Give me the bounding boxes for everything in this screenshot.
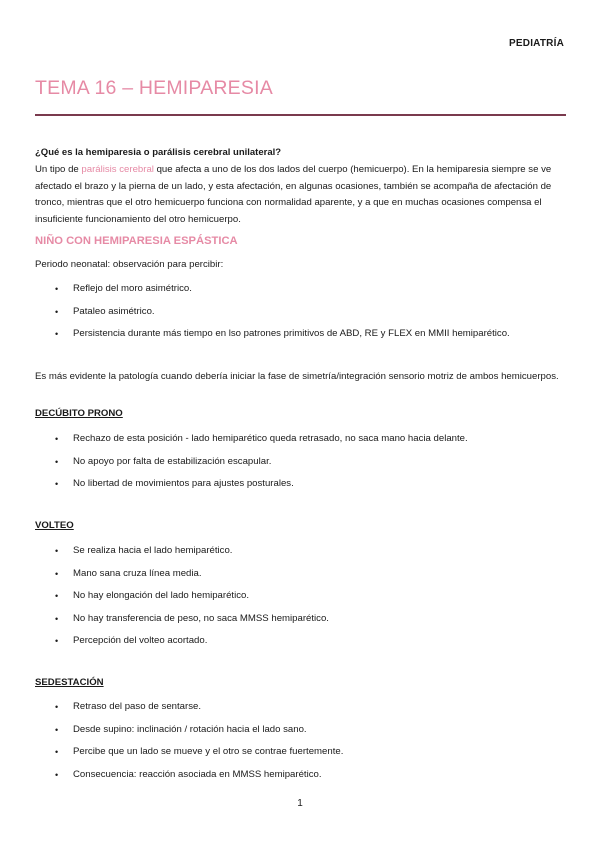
list-item: • Rechazo de esta posición - lado hemiparético queda retrasado, no saca mano hacia delante. [55, 433, 468, 444]
bullet-icon: • [55, 591, 59, 602]
bullet-icon: • [55, 747, 59, 758]
neonatal-label: Periodo neonatal: observación para percibir: [35, 259, 224, 270]
section-heading-sedestacion: SEDESTACIÓN [35, 677, 104, 688]
list-item: • Desde supino: inclinación / rotación hacia el lado sano. [55, 723, 307, 735]
page-number: 1 [297, 798, 303, 809]
list-item: • No hay transferencia de peso, no saca MMSS hemiparético. [55, 612, 329, 624]
section-heading-decubito: DECÚBITO PRONO [35, 408, 123, 419]
bullet-icon: • [55, 613, 59, 624]
bullet-icon: • [55, 306, 59, 317]
bullet-icon: • [55, 479, 59, 490]
list-item: • Retraso del paso de sentarse. [55, 701, 201, 712]
bullet-icon: • [55, 434, 59, 444]
title-divider [35, 114, 566, 116]
list-item: • Persistencia durante más tiempo en lso patrones primitivos de ABD, RE y FLEX en MMII hemiparético. [55, 328, 510, 340]
bullet-icon: • [55, 456, 59, 467]
list-item: • Pataleo asimétrico. [55, 305, 155, 317]
list-item: • Consecuencia: reacción asociada en MMSS hemiparético. [55, 768, 322, 780]
section-heading-volteo: VOLTEO [35, 520, 74, 531]
evident-paragraph: Es más evidente la patología cuando debería iniciar la fase de simetría/integración sensorio motriz de ambos hemicuerpos. [35, 371, 559, 382]
list-item: • Mano sana cruza línea media. [55, 567, 202, 579]
list-item: • Se realiza hacia el lado hemiparético. [55, 545, 233, 556]
bullet-icon: • [55, 769, 59, 780]
volteo-list [55, 544, 575, 657]
bullet-icon: • [55, 546, 59, 556]
bullet-icon: • [55, 702, 59, 712]
list-item: • Reflejo del moro asimétrico. [55, 283, 192, 294]
neonatal-list [55, 282, 575, 350]
running-header: PEDIATRÍA [509, 38, 564, 49]
intro-highlight: parálisis cerebral [81, 164, 154, 175]
question-heading: ¿Qué es la hemiparesia o parálisis cerebral unilateral? [35, 147, 282, 158]
bullet-icon: • [55, 329, 59, 340]
subsection-title: NIÑO CON HEMIPARESIA ESPÁSTICA [35, 235, 238, 247]
intro-paragraph [35, 162, 567, 228]
page-title: TEMA 16 – HEMIPARESIA [35, 77, 273, 99]
sedestacion-list [55, 700, 575, 790]
list-item: • Percibe que un lado se mueve y el otro se contrae fuertemente. [55, 746, 344, 758]
bullet-icon: • [55, 724, 59, 735]
bullet-icon: • [55, 636, 59, 647]
list-item: • No apoyo por falta de estabilización escapular. [55, 455, 272, 467]
bullet-icon: • [55, 284, 59, 294]
list-item: • Percepción del volteo acortado. [55, 635, 208, 647]
bullet-icon: • [55, 568, 59, 579]
list-item: • No hay elongación del lado hemiparético. [55, 590, 249, 602]
decubito-list [55, 432, 575, 500]
list-item: • No libertad de movimientos para ajustes posturales. [55, 478, 294, 490]
intro-text-before: Un tipo de [35, 164, 82, 175]
intro-text-after: que afecta a uno de los dos lados del cuerpo (hemicuerpo). En la hemiparesia siempre se ve afectado el brazo y la pierna de un lado, y esta afectación, en algunas ocasiones, también se acompaña de afectación de tronco, mientras que el otro hemicuerpo funciona con normalidad aparente, y a que en muchas ocasiones compensa el insuficiente funcionamiento del otro hemicuerpo. [35, 164, 552, 225]
